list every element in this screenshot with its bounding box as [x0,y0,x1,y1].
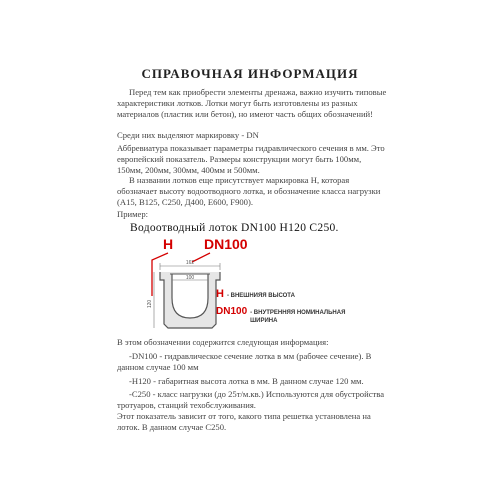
summary-grate: Этот показатель зависит от того, какого типа решетка установлена на лоток. В данном случае С250. [117,411,371,433]
legend-h-text: - ВНЕШНИЯЯ ВЫСОТА [226,293,295,299]
example-label: Пример: [117,209,149,219]
summary-h: -Н120 - габаритная высота лотка в мм. В данном случае 120 мм. [129,376,364,386]
dn-leader-line [192,253,210,262]
page-title: СПРАВОЧНАЯ ИНФОРМАЦИЯ [141,66,359,81]
legend-h-key: H [216,288,224,300]
diagram-label-dn: DN100 [204,236,248,252]
summary-dn: -DN100 - гидравлическое сечение лотка в мм (рабочее сечение). В данном случае 100 мм [117,351,372,373]
dim-top-text: 162 [185,260,195,266]
summary-c: -С250 - класс нагрузки (до 25т/м.кв.) Используются для обустройства тротуаров, станций техобслуживания. [117,389,385,411]
h-description-paragraph: В названии лотков еще присутствует маркировка Н, которая обозначает высоту водоотводного лотка, и обозначение класса нагрузки (А15, В125, С250, Д400, Е600, F900). [117,175,381,208]
marking-intro-paragraph: Среди них выделяют маркировку - DN [117,130,259,140]
legend-h [216,288,295,300]
intro-paragraph: Перед тем как приобрести элементы дренажа, важно изучить типовые характеристики лотков. Лотки могут быть изготовлены из разных материалов (пластик или бетон), но имеют часть общих обозначений! [117,87,387,120]
legend-dn-key: DN100 [216,306,248,317]
summary-intro: В этом обозначении содержится следующая информация: [117,337,329,347]
diagram-label-h: H [163,236,174,252]
legend-dn [216,306,376,325]
example-title: Водоотводный лоток DN100 H120 C250. [130,222,339,234]
dn-description-paragraph: Аббревиатура показывает параметры гидравлического сечения в мм. Это европейский показатель. Размеры конструкции могут быть 100мм, 150мм, 200мм, 300мм, 400мм и 500мм. [117,143,385,176]
dim-side-text: 120 [147,299,153,309]
legend-dn-text: - ВНУТРЕННЯЯ НОМИНАЛЬНАЯ ШИРИНА [250,310,346,324]
dim-inner-text: 100 [185,275,195,281]
